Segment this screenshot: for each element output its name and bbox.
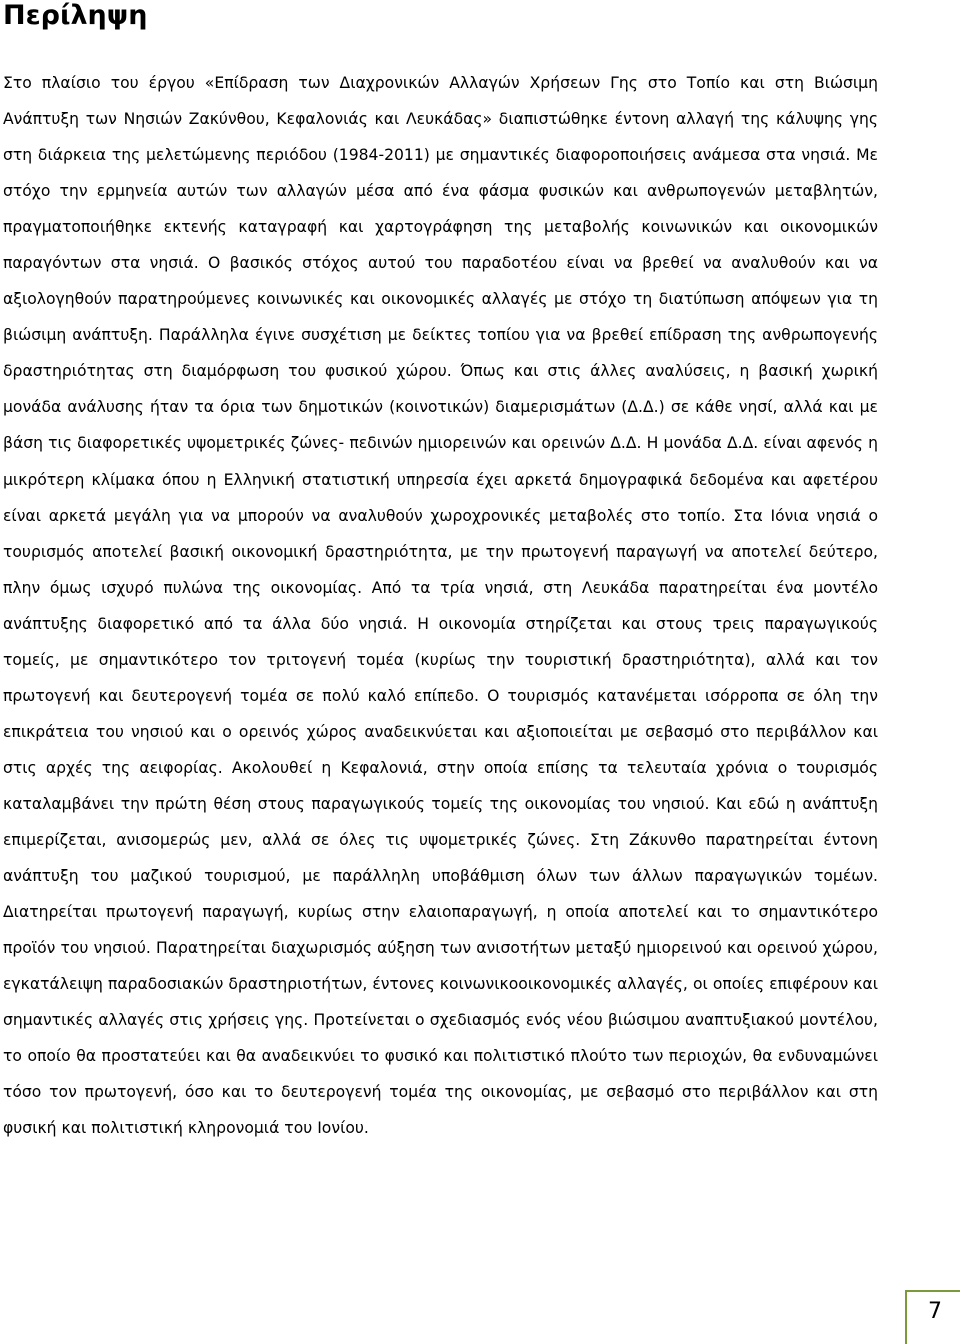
page-number-top-rule <box>905 1290 960 1292</box>
abstract-paragraph: Στο πλαίσιο του έργου «Επίδραση των Διαχρονικών Αλλαγών Χρήσεων Γης στο Τοπίο και στη Βιώσιμη Ανάπτυξη των Νησιών Ζακύνθου, Κεφαλονιάς και Λευκάδας» διαπιστώθηκε έντονη αλλαγή της κάλυψης γης στη διάρκεια της μελετώμενης περιόδου (1984-2011) με σημαντικές διαφοροποιήσεις ανάμεσα στα νησιά. Με στόχο την ερμηνεία αυτών των αλλαγών μέσα από ένα φάσμα φυσικών και ανθρωπογενών μεταβλητών, πραγματοποιήθηκε εκτενής καταγραφή και χαρτογράφηση της μεταβολής κοινωνικών και οικονομικών παραγόντων στα νησιά. Ο βασικός στόχος αυτού του παραδοτέου είναι να βρεθεί να αναλυθούν και να αξιολογηθούν παρατηρούμενες κοινωνικές και οικονομικές αλλαγές με στόχο τη διατύπωση απόψεων για τη βιώσιμη ανάπτυξη. Παράλληλα έγινε συσχέτιση με δείκτες τοπίου για να βρεθεί επίδραση της ανθρωπογενής δραστηριότητας στη διαμόρφωση του φυσικού χώρου. Όπως και στις άλλες αναλύσεις, η βασική χωρική μονάδα ανάλυσης ήταν τα όρια των δημοτικών (κοινοτικών) διαμερισμάτων (Δ.Δ.) σε κάθε νησί, αλλά και με βάση τις διαφορετικές υψομετρικές ζώνες- πεδινών ημιορεινών και ορεινών Δ.Δ. Η μονάδα Δ.Δ. είναι αφενός η μικρότερη κλίμακα όπου η Ελληνική στατιστική υπηρεσία έχει αρκετά δημογραφικά δεδομένα και αφετέρου είναι αρκετά μεγάλη για να μπορούν να αναλυθούν χωροχρονικές μεταβολές στο τοπίο. Στα Ιόνια νησιά ο τουρισμός αποτελεί βασική οικονομική δραστηριότητα, με την πρωτογενή παραγωγή να αποτελεί δεύτερο, πλην όμως ισχυρό πυλώνα της οικονομίας. Από τα τρία νησιά, στη Λευκάδα παρατηρείται ένα μοντέλο ανάπτυξης διαφορετικό από τα άλλα δύο νησιά. Η οικονομία στηρίζεται και στους τρεις παραγωγικούς τομείς, με σημαντικότερο τον τριτογενή τομέα (κυρίως την τουριστική δραστηριότητα), αλλά και τον πρωτογενή και δευτερογενή τομέα σε πολύ καλό επίπεδο. Ο τουρισμός κατανέμεται ισόρροπα σε όλη την επικράτεια του νησιού και ο ορεινός χώρος αναδεικνύεται και αξιοποιείται με σεβασμό στο περιβάλλον και στις αρχές της αειφορίας. Ακολουθεί η Κεφαλονιά, στην οποία επίσης τα τελευταία χρόνια ο τουρισμός καταλαμβάνει την πρώτη θέση στους παραγωγικούς τομείς της οικονομίας του νησιού. Και εδώ η ανάπτυξη επιμερίζεται, ανισομερώς μεν, αλλά σε όλες τις υψομετρικές ζώνες. Στη Ζάκυνθο παρατηρείται έντονη ανάπτυξη του μαζικού τουρισμού, με παράλληλη υποβάθμιση όλων των άλλων παραγωγικών τομέων. Διατηρείται πρωτογενή παραγωγή, κυρίως στην ελαιοπαραγωγή, η οποία αποτελεί και το σημαντικότερο προϊόν του νησιού. Παρατηρείται διαχωρισμός αύξηση των ανισοτήτων μεταξύ ημιορεινού και ορεινού χώρου, εγκατάλειψη παραδοσιακών δραστηριοτήτων, έντονες κοινωνικοοικονομικές αλλαγές, οι οποίες επιφέρουν και σημαντικές αλλαγές στις χρήσεις γης. Προτείνεται ο σχεδιασμός ενός νέου βιώσιμου αναπτυξιακού μοντέλου, το οποίο θα προστατεύει και θα αναδεικνύει το φυσικό και πολιτιστικό πλούτο των περιοχών, θα ενδυναμώνει τόσο τον πρωτογενή, όσο και το δευτερογενή τομέα της οικονομίας, με σεβασμό στο περιβάλλον και στη φυσική και πολιτιστική κληρονομιά του Ιονίου. <box>3 74 878 1138</box>
page-heading: Περίληψη <box>3 0 148 31</box>
page-number: 7 <box>928 1299 942 1324</box>
page-number-frame <box>905 1290 960 1344</box>
